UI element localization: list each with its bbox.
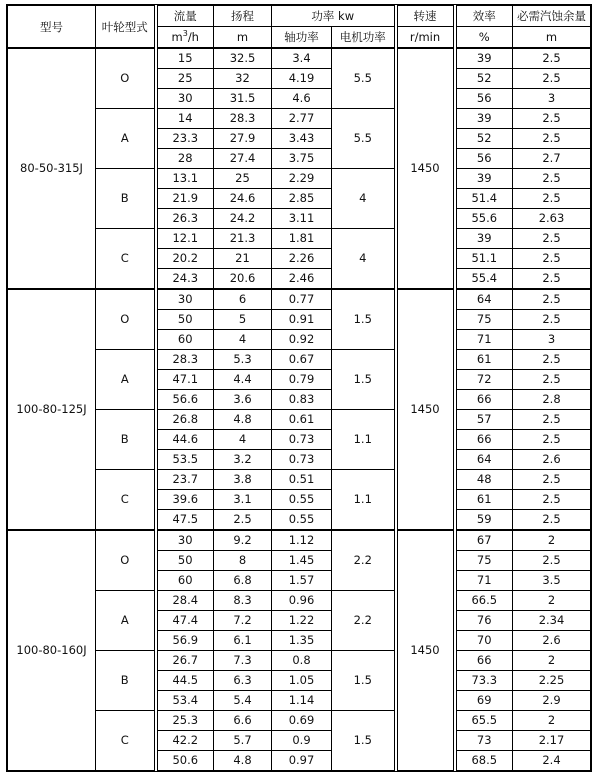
shaft-power-cell: 0.92 (272, 330, 332, 350)
efficiency-cell: 56 (455, 149, 513, 169)
flow-cell: 56.6 (156, 390, 214, 410)
head-cell: 32 (214, 69, 272, 89)
pump-spec-table (7, 5, 591, 771)
head-cell: 4.4 (214, 370, 272, 390)
head-cell: 3.2 (214, 450, 272, 470)
head-cell: 21 (214, 249, 272, 269)
head-cell: 27.4 (214, 149, 272, 169)
motor-power-cell: 1.1 (332, 470, 396, 531)
shaft-power-cell: 1.57 (272, 571, 332, 591)
impeller-type-cell: C (96, 470, 156, 531)
impeller-type-cell: O (96, 530, 156, 591)
unit-efficiency: % (455, 27, 513, 49)
npsh-cell: 2.5 (513, 169, 591, 189)
efficiency-cell: 76 (455, 611, 513, 631)
npsh-cell: 2.6 (513, 631, 591, 651)
impeller-type-cell: B (96, 169, 156, 229)
shaft-power-cell: 0.79 (272, 370, 332, 390)
shaft-power-cell: 3.11 (272, 209, 332, 229)
table-row (8, 48, 591, 69)
model-cell: 100-80-125J (8, 289, 96, 530)
efficiency-cell: 70 (455, 631, 513, 651)
efficiency-cell: 71 (455, 330, 513, 350)
flow-cell: 42.2 (156, 731, 214, 751)
flow-cell: 60 (156, 330, 214, 350)
shaft-power-cell: 0.73 (272, 430, 332, 450)
efficiency-cell: 72 (455, 370, 513, 390)
table-row (8, 591, 591, 611)
header-power: 功率 kw (272, 6, 396, 27)
header-impeller: 叶轮型式 (96, 6, 156, 49)
motor-power-cell: 1.5 (332, 651, 396, 711)
head-cell: 24.6 (214, 189, 272, 209)
unit-flow (156, 27, 214, 49)
flow-cell: 44.5 (156, 671, 214, 691)
shaft-power-cell: 0.77 (272, 289, 332, 310)
motor-power-cell: 1.5 (332, 711, 396, 771)
header-head: 扬程 (214, 6, 272, 27)
efficiency-cell: 52 (455, 129, 513, 149)
header-row-1 (8, 6, 591, 27)
table-row (8, 410, 591, 430)
npsh-cell: 2.17 (513, 731, 591, 751)
efficiency-cell: 39 (455, 109, 513, 129)
flow-cell: 44.6 (156, 430, 214, 450)
shaft-power-cell: 2.85 (272, 189, 332, 209)
speed-cell: 1450 (396, 289, 455, 530)
npsh-cell: 2.5 (513, 310, 591, 330)
table-row (8, 651, 591, 671)
head-cell: 6 (214, 289, 272, 310)
motor-power-cell: 4 (332, 229, 396, 290)
efficiency-cell: 64 (455, 289, 513, 310)
speed-cell: 1450 (396, 530, 455, 771)
header-motor-power: 电机功率 (332, 27, 396, 49)
flow-cell: 47.1 (156, 370, 214, 390)
npsh-cell: 2.5 (513, 350, 591, 370)
table-row (8, 109, 591, 129)
shaft-power-cell: 0.9 (272, 731, 332, 751)
motor-power-cell: 1.5 (332, 350, 396, 410)
head-cell: 4 (214, 430, 272, 450)
efficiency-cell: 66 (455, 430, 513, 450)
efficiency-cell: 64 (455, 450, 513, 470)
npsh-cell: 2.25 (513, 671, 591, 691)
efficiency-cell: 51.1 (455, 249, 513, 269)
efficiency-cell: 75 (455, 310, 513, 330)
flow-cell: 13.1 (156, 169, 214, 189)
flow-cell: 50 (156, 310, 214, 330)
shaft-power-cell: 3.75 (272, 149, 332, 169)
shaft-power-cell: 0.55 (272, 510, 332, 531)
speed-cell: 1450 (396, 48, 455, 289)
npsh-cell: 2.5 (513, 269, 591, 290)
flow-cell: 20.2 (156, 249, 214, 269)
flow-cell: 50 (156, 551, 214, 571)
flow-cell: 26.8 (156, 410, 214, 430)
head-cell: 6.3 (214, 671, 272, 691)
header-flow: 流量 (156, 6, 214, 27)
flow-cell: 30 (156, 89, 214, 109)
flow-cell: 15 (156, 48, 214, 69)
flow-cell: 39.6 (156, 490, 214, 510)
motor-power-cell: 5.5 (332, 48, 396, 109)
shaft-power-cell: 0.83 (272, 390, 332, 410)
head-cell: 7.3 (214, 651, 272, 671)
table-row (8, 229, 591, 249)
shaft-power-cell: 3.43 (272, 129, 332, 149)
efficiency-cell: 73 (455, 731, 513, 751)
flow-cell: 47.4 (156, 611, 214, 631)
npsh-cell: 2.5 (513, 69, 591, 89)
impeller-type-cell: A (96, 591, 156, 651)
efficiency-cell: 55.6 (455, 209, 513, 229)
flow-cell: 53.4 (156, 691, 214, 711)
unit-npsh: m (513, 27, 591, 49)
flow-cell: 28.3 (156, 350, 214, 370)
npsh-cell: 2.5 (513, 48, 591, 69)
header-npsh: 必需汽蚀余量 (513, 6, 591, 27)
flow-cell: 23.7 (156, 470, 214, 490)
head-cell: 7.2 (214, 611, 272, 631)
shaft-power-cell: 1.14 (272, 691, 332, 711)
head-cell: 4 (214, 330, 272, 350)
head-cell: 5.7 (214, 731, 272, 751)
npsh-cell: 2.5 (513, 289, 591, 310)
motor-power-cell: 4 (332, 169, 396, 229)
impeller-type-cell: O (96, 48, 156, 109)
impeller-type-cell: B (96, 410, 156, 470)
efficiency-cell: 39 (455, 229, 513, 249)
shaft-power-cell: 0.67 (272, 350, 332, 370)
efficiency-cell: 55.4 (455, 269, 513, 290)
npsh-cell: 2.5 (513, 370, 591, 390)
npsh-cell: 2.5 (513, 109, 591, 129)
efficiency-cell: 52 (455, 69, 513, 89)
header-model: 型号 (8, 6, 96, 49)
impeller-type-cell: A (96, 109, 156, 169)
flow-cell: 25 (156, 69, 214, 89)
npsh-cell: 3 (513, 89, 591, 109)
efficiency-cell: 66 (455, 651, 513, 671)
shaft-power-cell: 4.6 (272, 89, 332, 109)
shaft-power-cell: 0.91 (272, 310, 332, 330)
npsh-cell: 2 (513, 591, 591, 611)
head-cell: 31.5 (214, 89, 272, 109)
efficiency-cell: 51.4 (455, 189, 513, 209)
impeller-type-cell: C (96, 711, 156, 771)
head-cell: 25 (214, 169, 272, 189)
shaft-power-cell: 0.73 (272, 450, 332, 470)
efficiency-cell: 39 (455, 48, 513, 69)
flow-cell: 28.4 (156, 591, 214, 611)
shaft-power-cell: 2.77 (272, 109, 332, 129)
npsh-cell: 2.6 (513, 450, 591, 470)
model-cell: 80-50-315J (8, 48, 96, 289)
head-cell: 5.3 (214, 350, 272, 370)
head-cell: 5 (214, 310, 272, 330)
motor-power-cell: 2.2 (332, 591, 396, 651)
npsh-cell: 2.5 (513, 249, 591, 269)
efficiency-cell: 66 (455, 390, 513, 410)
header-speed: 转速 (396, 6, 455, 27)
table-row (8, 289, 591, 310)
model-cell: 100-80-160J (8, 530, 96, 771)
flow-cell: 56.9 (156, 631, 214, 651)
npsh-cell: 2.34 (513, 611, 591, 631)
shaft-power-cell: 0.97 (272, 751, 332, 771)
head-cell: 8.3 (214, 591, 272, 611)
flow-cell: 26.3 (156, 209, 214, 229)
shaft-power-cell: 1.12 (272, 530, 332, 551)
motor-power-cell: 5.5 (332, 109, 396, 169)
head-cell: 2.5 (214, 510, 272, 531)
header-efficiency: 效率 (455, 6, 513, 27)
flow-cell: 24.3 (156, 269, 214, 290)
efficiency-cell: 61 (455, 490, 513, 510)
head-cell: 8 (214, 551, 272, 571)
flow-cell: 47.5 (156, 510, 214, 531)
shaft-power-cell: 1.22 (272, 611, 332, 631)
shaft-power-cell: 0.61 (272, 410, 332, 430)
head-cell: 32.5 (214, 48, 272, 69)
shaft-power-cell: 0.51 (272, 470, 332, 490)
flow-cell: 21.9 (156, 189, 214, 209)
efficiency-cell: 71 (455, 571, 513, 591)
npsh-cell: 2.5 (513, 129, 591, 149)
head-cell: 9.2 (214, 530, 272, 551)
table-row (8, 711, 591, 731)
npsh-cell: 2.5 (513, 189, 591, 209)
npsh-cell: 2 (513, 711, 591, 731)
head-cell: 27.9 (214, 129, 272, 149)
shaft-power-cell: 3.4 (272, 48, 332, 69)
unit-flow-sup: 3 (182, 29, 188, 39)
head-cell: 6.1 (214, 631, 272, 651)
head-cell: 3.6 (214, 390, 272, 410)
shaft-power-cell: 1.05 (272, 671, 332, 691)
efficiency-cell: 57 (455, 410, 513, 430)
unit-flow-tail: /h (187, 30, 199, 44)
header-shaft-power: 轴功率 (272, 27, 332, 49)
spec-table-body (8, 6, 591, 771)
shaft-power-cell: 4.19 (272, 69, 332, 89)
efficiency-cell: 59 (455, 510, 513, 531)
shaft-power-cell: 0.8 (272, 651, 332, 671)
efficiency-cell: 48 (455, 470, 513, 490)
head-cell: 4.8 (214, 410, 272, 430)
npsh-cell: 2.63 (513, 209, 591, 229)
npsh-cell: 2.7 (513, 149, 591, 169)
npsh-cell: 2.5 (513, 510, 591, 531)
head-cell: 3.8 (214, 470, 272, 490)
efficiency-cell: 65.5 (455, 711, 513, 731)
motor-power-cell: 2.2 (332, 530, 396, 591)
efficiency-cell: 73.3 (455, 671, 513, 691)
efficiency-cell: 69 (455, 691, 513, 711)
npsh-cell: 2.9 (513, 691, 591, 711)
efficiency-cell: 61 (455, 350, 513, 370)
flow-cell: 53.5 (156, 450, 214, 470)
flow-cell: 23.3 (156, 129, 214, 149)
table-row (8, 169, 591, 189)
flow-cell: 25.3 (156, 711, 214, 731)
head-cell: 21.3 (214, 229, 272, 249)
table-row (8, 470, 591, 490)
efficiency-cell: 68.5 (455, 751, 513, 771)
shaft-power-cell: 2.26 (272, 249, 332, 269)
flow-cell: 14 (156, 109, 214, 129)
unit-head: m (214, 27, 272, 49)
shaft-power-cell: 2.46 (272, 269, 332, 290)
motor-power-cell: 1.1 (332, 410, 396, 470)
shaft-power-cell: 2.29 (272, 169, 332, 189)
npsh-cell: 2.5 (513, 410, 591, 430)
flow-cell: 60 (156, 571, 214, 591)
flow-cell: 30 (156, 530, 214, 551)
flow-cell: 30 (156, 289, 214, 310)
npsh-cell: 2.8 (513, 390, 591, 410)
flow-cell: 26.7 (156, 651, 214, 671)
efficiency-cell: 67 (455, 530, 513, 551)
shaft-power-cell: 0.69 (272, 711, 332, 731)
npsh-cell: 2.4 (513, 751, 591, 771)
head-cell: 4.8 (214, 751, 272, 771)
efficiency-cell: 56 (455, 89, 513, 109)
npsh-cell: 2 (513, 651, 591, 671)
flow-cell: 12.1 (156, 229, 214, 249)
impeller-type-cell: O (96, 289, 156, 350)
npsh-cell: 2.5 (513, 490, 591, 510)
shaft-power-cell: 1.81 (272, 229, 332, 249)
shaft-power-cell: 0.96 (272, 591, 332, 611)
head-cell: 6.6 (214, 711, 272, 731)
npsh-cell: 2.5 (513, 470, 591, 490)
unit-flow-base: m (171, 30, 183, 44)
flow-cell: 28 (156, 149, 214, 169)
impeller-type-cell: C (96, 229, 156, 290)
head-cell: 5.4 (214, 691, 272, 711)
npsh-cell: 3.5 (513, 571, 591, 591)
shaft-power-cell: 0.55 (272, 490, 332, 510)
head-cell: 6.8 (214, 571, 272, 591)
flow-cell: 50.6 (156, 751, 214, 771)
efficiency-cell: 66.5 (455, 591, 513, 611)
impeller-type-cell: B (96, 651, 156, 711)
npsh-cell: 3 (513, 330, 591, 350)
table-row (8, 530, 591, 551)
npsh-cell: 2.5 (513, 551, 591, 571)
npsh-cell: 2 (513, 530, 591, 551)
impeller-type-cell: A (96, 350, 156, 410)
unit-speed: r/min (396, 27, 455, 49)
shaft-power-cell: 1.45 (272, 551, 332, 571)
efficiency-cell: 39 (455, 169, 513, 189)
efficiency-cell: 75 (455, 551, 513, 571)
head-cell: 3.1 (214, 490, 272, 510)
head-cell: 28.3 (214, 109, 272, 129)
motor-power-cell: 1.5 (332, 289, 396, 350)
npsh-cell: 2.5 (513, 229, 591, 249)
shaft-power-cell: 1.35 (272, 631, 332, 651)
npsh-cell: 2.5 (513, 430, 591, 450)
head-cell: 20.6 (214, 269, 272, 290)
spec-table-container (7, 5, 591, 771)
table-row (8, 350, 591, 370)
head-cell: 24.2 (214, 209, 272, 229)
